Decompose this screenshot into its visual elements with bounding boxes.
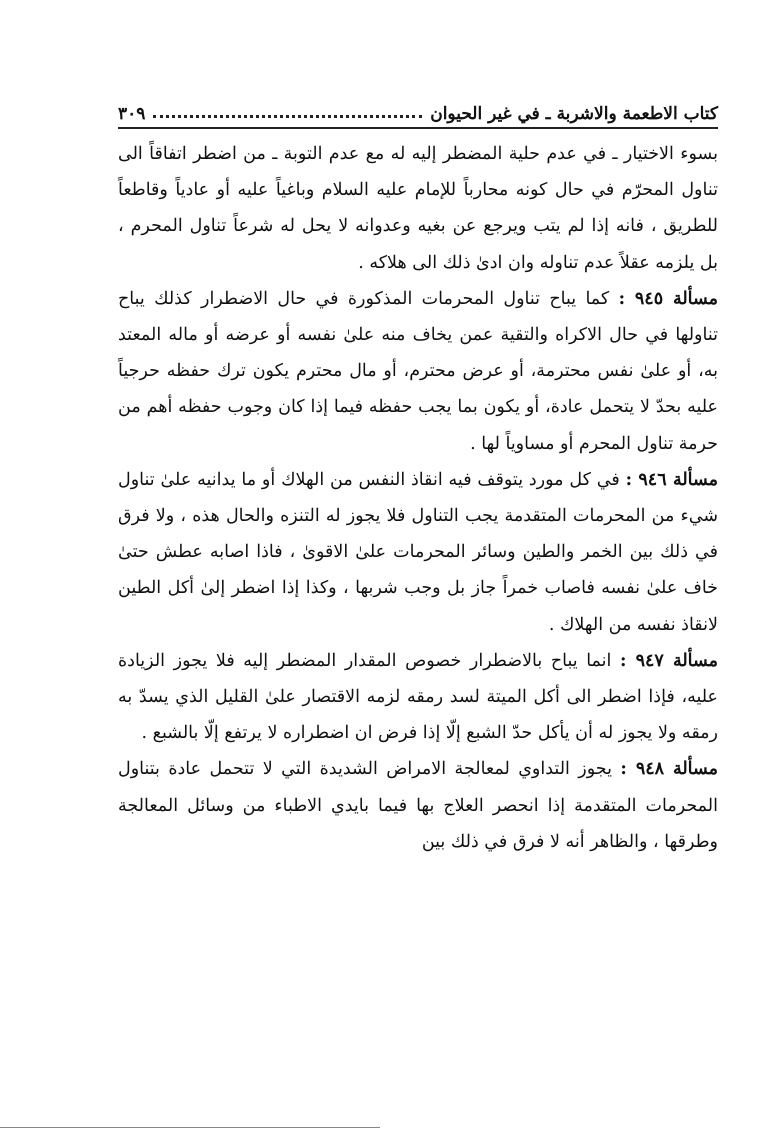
paragraph-text: انما يباح بالاضطرار خصوص المقدار المضطر إليه فلا يجوز الزيادة عليه، فإذا اضطر الى أكل الميتة لسد رمقه لزمه الاقتصار علىٰ القليل الذي يسدّ به رمقه ولا يجوز له أن يأكل حدّ الشبع إلّا إذا فرض ان اضطراره لا يرتفع إلّا بالشبع . <box>118 650 718 744</box>
paragraph-masala-947 <box>118 643 718 752</box>
running-title: كتاب الاطعمة والاشربة ـ في غير الحيوان <box>430 104 718 124</box>
paragraph-text: يجوز التداوي لمعالجة الامراض الشديدة التي لا تتحمل عادة بتناول المحرمات المتقدمة إذا انحصر العلاج بها فيما بايدي الاطباء من وسائل المعالجة وطرقها ، والظاهر أنه لا فرق في ذلك بين <box>118 759 718 852</box>
masala-label: مسألة ٩٤٥ : <box>618 288 718 309</box>
paragraph-text: كما يباح تناول المحرمات المذكورة في حال الاضطرار كذلك يباح تناولها في حال الاكراه والتقية عمن يخاف منه علىٰ نفسه أو عرضه أو ماله المعتد به، أو علىٰ نفس محترمة، أو عرض محترم، أو مال محترم يكون ترك حفظه حرجياً عليه بحدّ لا يتحمل عادة، أو يكون بما يجب حفظه فيما إذا كان وجوب حفظه أهم من حرمة تناول المحرم أو مساوياً لها . <box>118 288 718 454</box>
masala-label: مسألة ٩٤٨ : <box>620 759 718 780</box>
paragraph-masala-945 <box>118 281 718 462</box>
paragraph-continuation <box>118 136 718 281</box>
paragraph-masala-948 <box>118 751 718 860</box>
header-leader-dots <box>153 115 422 118</box>
footer-rule <box>0 1127 380 1128</box>
page-body <box>118 136 718 860</box>
page-header <box>118 90 718 124</box>
header-rule <box>118 127 718 129</box>
masala-label: مسألة ٩٤٦ : <box>625 469 718 490</box>
paragraph-text: بسوء الاختيار ـ في عدم حلية المضطر إليه له مع عدم التوبة ـ من اضطر اتفاقاً الى تناول المحرّم في حال كونه محارباً للإمام عليه السلام وباغياً عليه أو عادياً وقاطعاً للطريق ، فانه إذا لم يتب ويرجع عن بغيه وعدوانه لا يحل له شرعاً تناول المحرم ، بل يلزمه عقلاً عدم تناوله وان ادىٰ ذلك الى هلاكه . <box>118 144 718 273</box>
masala-label: مسألة ٩٤٧ : <box>620 650 718 671</box>
paragraph-text: في كل مورد يتوقف فيه انقاذ النفس من الهلاك أو ما يدانيه علىٰ تناول شيء من المحرمات المتقدمة يجب التناول فلا يجوز له التنزه والحال هذه ، ولا فرق في ذلك بين الخمر والطين وسائر المحرمات علىٰ الاقوىٰ ، فاذا اصابه عطش حتىٰ خاف علىٰ نفسه فاصاب خمراً جاز بل وجب شربها ، وكذا إذا اضطر إلىٰ أكل الطين لانقاذ نفسه من الهلاك . <box>118 469 718 635</box>
paragraph-masala-946 <box>118 462 718 643</box>
page-number: ٣٠٩ <box>118 104 146 124</box>
